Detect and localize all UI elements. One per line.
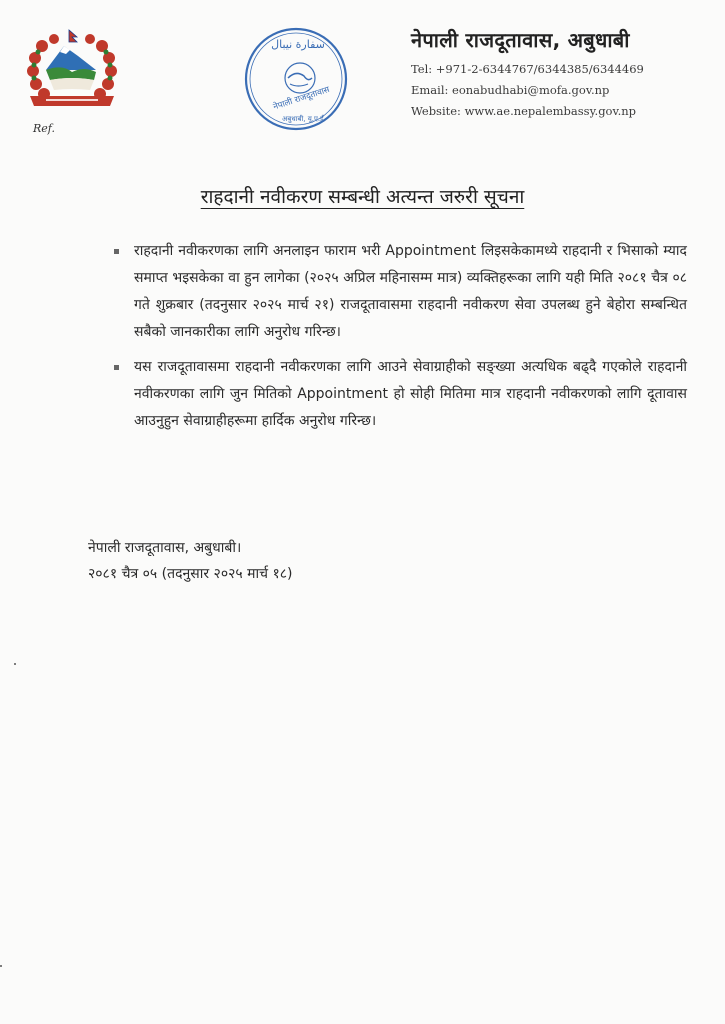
notice-bullet-list — [112, 238, 687, 443]
svg-text:अबुधाबी, यू.ए.ई.: अबुधाबी, यू.ए.ई. — [282, 115, 326, 123]
svg-text:سفارة نيبال: سفارة نيبال — [271, 38, 325, 51]
ref-label: Ref. — [33, 122, 55, 135]
email-line: Email: eonabudhabi@mofa.gov.np — [411, 83, 610, 97]
notice-bullet-text: राहदानी नवीकरणका लागि अनलाइन फाराम भरी Appointment लिइसकेकामध्ये राहदानी र भिसाको म्याद समाप्त भइसकेका वा हुन लागेका (२०२५ अप्रिल महिनासम्म मात्र) व्यक्तिहरूका लागि यही मिति २०८१ चैत्र ०८ गते शुक्रबार (तदनुसार २०२५ मार्च २१) राजदूतावासमा राहदानी नवीकरण सेवा उपलब्ध हुने बेहोरा सम्बन्धित सबैको जानकारीका लागि अनुरोध गरिन्छ। — [134, 243, 687, 340]
notice-bullet — [112, 354, 687, 435]
notice-bullet — [112, 238, 687, 346]
letterhead-contact-block — [411, 26, 711, 122]
scan-speck — [0, 965, 2, 967]
square-bullet-icon — [114, 249, 119, 254]
website-line: Website: www.ae.nepalembassy.gov.np — [411, 104, 637, 118]
nepal-emblem-icon — [22, 28, 122, 110]
scan-speck — [14, 663, 16, 665]
signoff-block — [88, 535, 293, 587]
square-bullet-icon — [114, 365, 119, 370]
issue-date: २०८१ चैत्र ०५ (तदनुसार २०२५ मार्च १८) — [88, 566, 293, 582]
issuer-name: नेपाली राजदूतावास, अबुधाबी। — [88, 540, 242, 556]
svg-text:नेपाली राजदूतावास: नेपाली राजदूतावास — [272, 84, 331, 113]
embassy-seal-icon — [242, 26, 350, 132]
telephone-line: Tel: +971-2-6344767/6344385/6344469 — [411, 62, 644, 76]
notice-title: राहदानी नवीकरण सम्बन्धी अत्यन्त जरुरी सूचना — [200, 186, 525, 208]
notice-bullet-text: यस राजदूतावासमा राहदानी नवीकरणका लागि आउने सेवाग्राहीको सङ्ख्या अत्यधिक बढ्दै गएकोले राहदानी नवीकरणका लागि जुन मितिको Appointment हो सोही मितिमा मात्र राहदानी नवीकरणको लागि दूतावास आउनुहुन सेवाग्राहीहरूमा हार्दिक अनुरोध गरिन्छ। — [134, 359, 687, 429]
org-name: नेपाली राजदूतावास, अबुधाबी — [411, 28, 630, 52]
